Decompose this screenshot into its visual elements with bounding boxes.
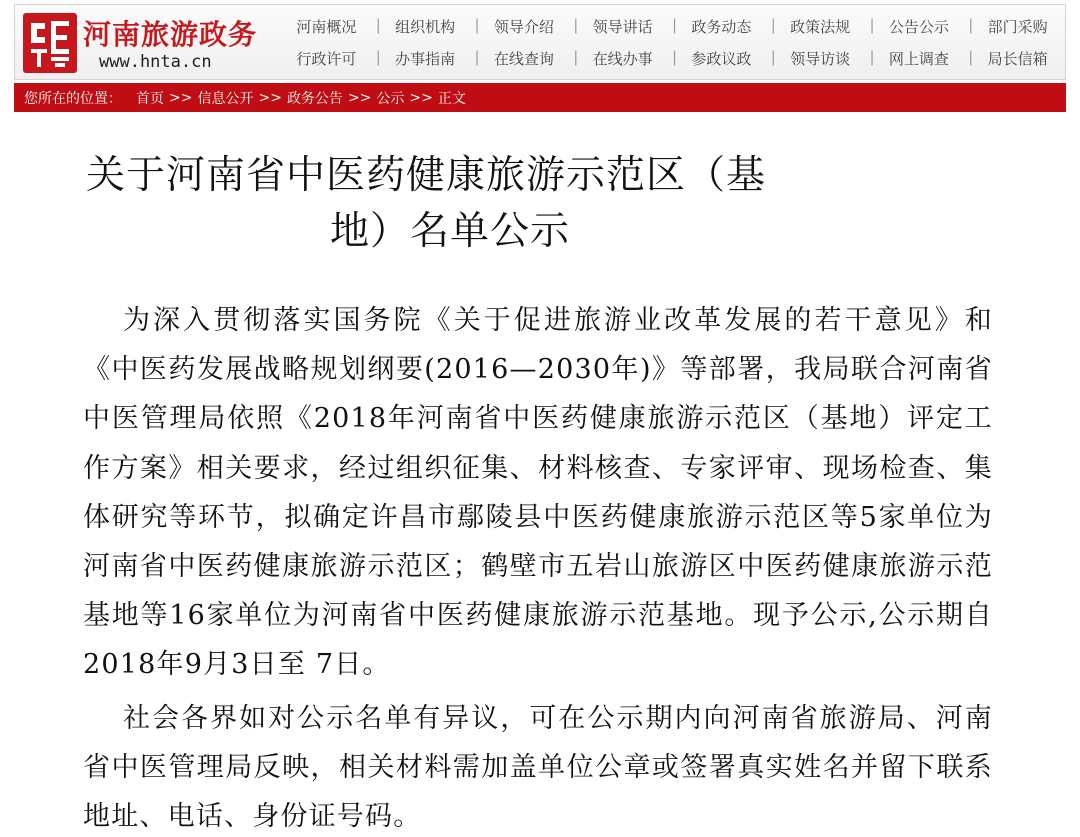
site-url: www.hnta.cn — [99, 52, 212, 72]
breadcrumb-public-notice[interactable]: 公示 — [376, 90, 405, 107]
nav-item-service-guide[interactable]: | 办事指南 — [376, 48, 475, 69]
nav-item-online-service[interactable]: | 在线办事 — [573, 48, 672, 69]
nav-item-online-survey[interactable]: | 网上调查 — [870, 48, 969, 69]
nav-item-leader-interviews[interactable]: | 领导访谈 — [771, 48, 870, 69]
nav-item-participation[interactable]: | 参政议政 — [672, 48, 771, 69]
article-title-line-1: 关于河南省中医药健康旅游示范区（基 — [86, 153, 767, 198]
nav-item-licensing[interactable]: 行政许可 — [296, 49, 357, 68]
nav-item-leaders[interactable]: | 领导介绍 — [475, 16, 574, 37]
article-body — [83, 296, 993, 837]
nav-item-announcements[interactable]: | 公告公示 — [870, 16, 969, 37]
nav-item-organization[interactable]: | 组织机构 — [376, 16, 475, 37]
breadcrumb — [14, 83, 1066, 112]
nav-item-policies[interactable]: | 政策法规 — [771, 16, 870, 37]
logo-seal-icon — [21, 11, 79, 75]
nav-item-online-query[interactable]: | 在线查询 — [475, 48, 574, 69]
breadcrumb-home[interactable]: 首页 — [136, 90, 164, 107]
main-nav — [277, 10, 1067, 74]
breadcrumb-info-disclosure[interactable]: 信息公开 — [197, 90, 254, 107]
article-paragraph: 社会各界如对公示名单有异议，可在公示期内向河南省旅游局、河南省中医管理局反映，相关材料需加盖单位公章或签署真实姓名并留下联系地址、电话、身份证号码。 — [83, 702, 993, 833]
site-name: 河南旅游政务 — [83, 18, 258, 51]
breadcrumb-separator: >> — [347, 89, 372, 106]
nav-item-procurement[interactable]: | 部门采购 — [968, 16, 1067, 37]
breadcrumb-separator: >> — [409, 89, 433, 106]
nav-item-director-mailbox[interactable]: | 局长信箱 — [968, 48, 1067, 69]
nav-row-1 — [277, 10, 1067, 42]
article-title — [86, 148, 866, 260]
breadcrumb-separator: >> — [169, 89, 193, 106]
article-title-line-2: 地）名单公示 — [330, 209, 571, 254]
nav-item-government-news[interactable]: | 政务动态 — [672, 16, 771, 37]
site-header — [14, 4, 1066, 80]
nav-row-2 — [277, 42, 1067, 74]
breadcrumb-government-announcements[interactable]: 政务公告 — [286, 90, 343, 107]
article-paragraph: 为深入贯彻落实国务院《关于促进旅游业改革发展的若干意见》和《中医药发展战略规划纲要(2016—2030年)》等部署，我局联合河南省中医管理局依照《2018年河南省中医药健康旅游示范区（基地）评定工作方案》相关要求，经过组织征集、材料核查、专家评审、现场检查、集体研究等环节，拟确定许昌市鄢陵县中医药健康旅游示范区等5家单位为河南省中医药健康旅游示范区；鹤壁市五岩山旅游区中医药健康旅游示范基地等16家单位为河南省中医药健康旅游示范基地。现予公示,公示期自2018年9月3日至 7日。 — [83, 305, 993, 681]
breadcrumb-current: 正文 — [437, 90, 466, 107]
breadcrumb-label: 您所在的位置： — [24, 90, 122, 107]
nav-item-leader-speeches[interactable]: | 领导讲话 — [573, 16, 672, 37]
nav-item-henan-overview[interactable]: 河南概况 — [296, 17, 357, 36]
breadcrumb-separator: >> — [258, 89, 282, 106]
site-logo[interactable] — [21, 9, 271, 75]
